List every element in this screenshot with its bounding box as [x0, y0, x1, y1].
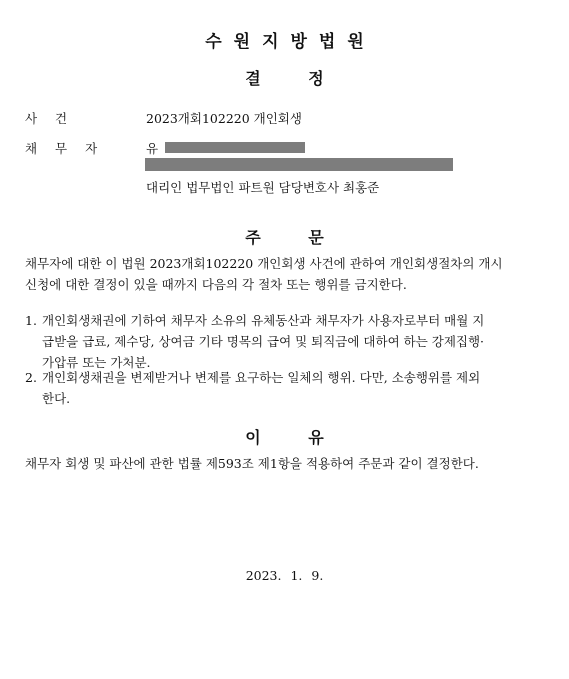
debtor-label: 채 무 자: [25, 141, 98, 156]
reason-heading: 이 유: [245, 428, 324, 447]
document-title: 결 정: [245, 69, 324, 88]
court-name: 수원지방법원: [205, 32, 376, 52]
debtor-name-prefix: 유: [146, 141, 159, 156]
order-item-line: 급받을 급료, 제수당, 상여금 기타 명목의 급여 및 퇴직금에 대하여 하는 강제집행·: [42, 334, 485, 349]
order-intro-line: 채무자에 대한 이 법원 2023개회102220 개인회생 사건에 관하여 개인회생절차의 개시: [25, 256, 503, 271]
order-item-line: 개인회생채권에 기하여 채무자 소유의 유체동산과 채무자가 사용자로부터 매월 지: [42, 313, 485, 328]
order-item-2: [25, 367, 480, 409]
case-number: 2023개회102220 개인회생: [146, 111, 302, 126]
order-item-number: 1.: [25, 313, 37, 328]
order-item-line: 개인회생채권을 변제받거나 변제를 요구하는 일체의 행위. 다만, 소송행위를 제외: [42, 370, 481, 385]
order-item-1: [25, 310, 484, 373]
order-item-line: 가압류 또는 가처분.: [42, 355, 151, 370]
agent-line: 대리인 법무법인 파트원 담당변호사 최홍준: [146, 180, 380, 195]
order-item-number: 2.: [25, 370, 37, 385]
order-intro: [25, 253, 503, 295]
redacted-debtor-name: [165, 142, 305, 153]
decision-date: 2023. 1. 9.: [245, 568, 324, 583]
redacted-debtor-address: [145, 158, 453, 171]
order-item-line: 한다.: [42, 391, 71, 406]
order-intro-line: 신청에 대한 결정이 있을 때까지 다음의 각 절차 또는 행위를 금지한다.: [25, 277, 407, 292]
case-label: 사 건: [25, 111, 68, 126]
order-heading: 주 문: [245, 228, 324, 247]
reason-text: 채무자 회생 및 파산에 관한 법률 제593조 제1항을 적용하여 주문과 같이 결정한다.: [25, 456, 479, 471]
